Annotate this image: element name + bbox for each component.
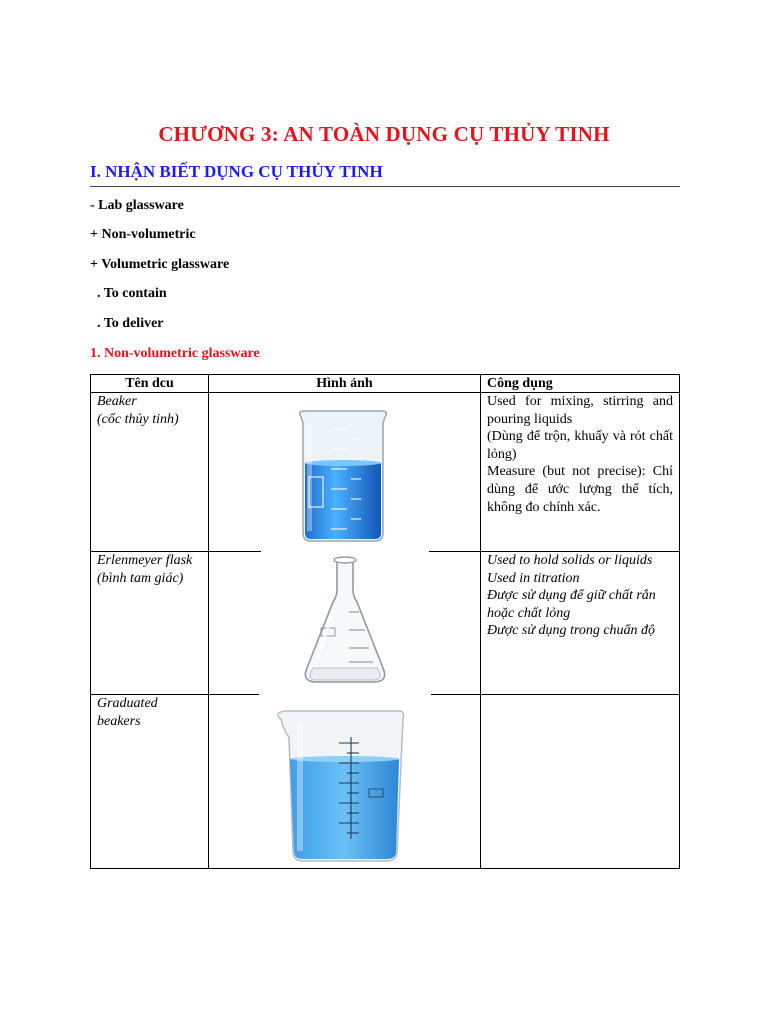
item-name: Erlenmeyer flask [97,553,193,568]
outline-item: + Non-volumetric [90,227,196,242]
outline-item: . To contain [90,286,167,301]
row-use-cell [481,552,680,695]
erlenmeyer-flask-image [261,550,429,695]
row-name-cell [91,552,209,695]
item-name-vi: (bình tam giác) [97,571,184,586]
page-title: CHƯƠNG 3: AN TOÀN DỤNG CỤ THỦY TINH [158,122,610,146]
column-header-use: Công dụng [481,375,680,393]
use-text: Used to hold solids or liquids [487,553,653,568]
use-text: Measure (but not precise): Chỉ dùng để ước lượng thể tích, không đo chính xác. [487,464,673,515]
use-text: Được sử dụng để giữ chất rắn hoặc chất lỏng [487,588,656,621]
graduated-beaker-image [259,693,431,868]
outline-item: - Lab glassware [90,198,184,213]
beaker-image [265,393,427,551]
row-use-cell [481,695,680,869]
use-text: Used for mixing, stirring and pouring liquids [487,394,673,427]
row-image-cell [209,393,481,552]
item-name: Graduated [97,696,158,711]
row-image-cell [209,552,481,695]
item-name: beakers [97,714,141,729]
row-image-cell [209,695,481,869]
column-header-name: Tên dcu [91,375,209,393]
table-row [91,393,680,552]
table-row [91,552,680,695]
glassware-table [90,374,680,869]
column-header-image: Hình ảnh [209,375,481,393]
section-heading: I. NHẬN BIẾT DỤNG CỤ THỦY TINH [90,162,383,181]
row-use-cell [481,393,680,552]
use-text: (Dùng để trộn, khuấy và rót chất lỏng) [487,429,673,462]
use-text: Used in titration [487,570,580,586]
section-divider [90,186,680,187]
outline-item: + Volumetric glassware [90,257,230,272]
subsection-heading: 1. Non-volumetric glassware [90,346,260,361]
item-name: Beaker [97,394,137,409]
table-row [91,695,680,869]
row-name-cell [91,393,209,552]
item-name-vi: (cốc thủy tinh) [97,412,179,427]
row-name-cell [91,695,209,869]
use-text: Được sử dụng trong chuẩn độ [487,623,656,639]
outline-item: . To deliver [90,316,164,331]
table-header-row [91,375,680,393]
